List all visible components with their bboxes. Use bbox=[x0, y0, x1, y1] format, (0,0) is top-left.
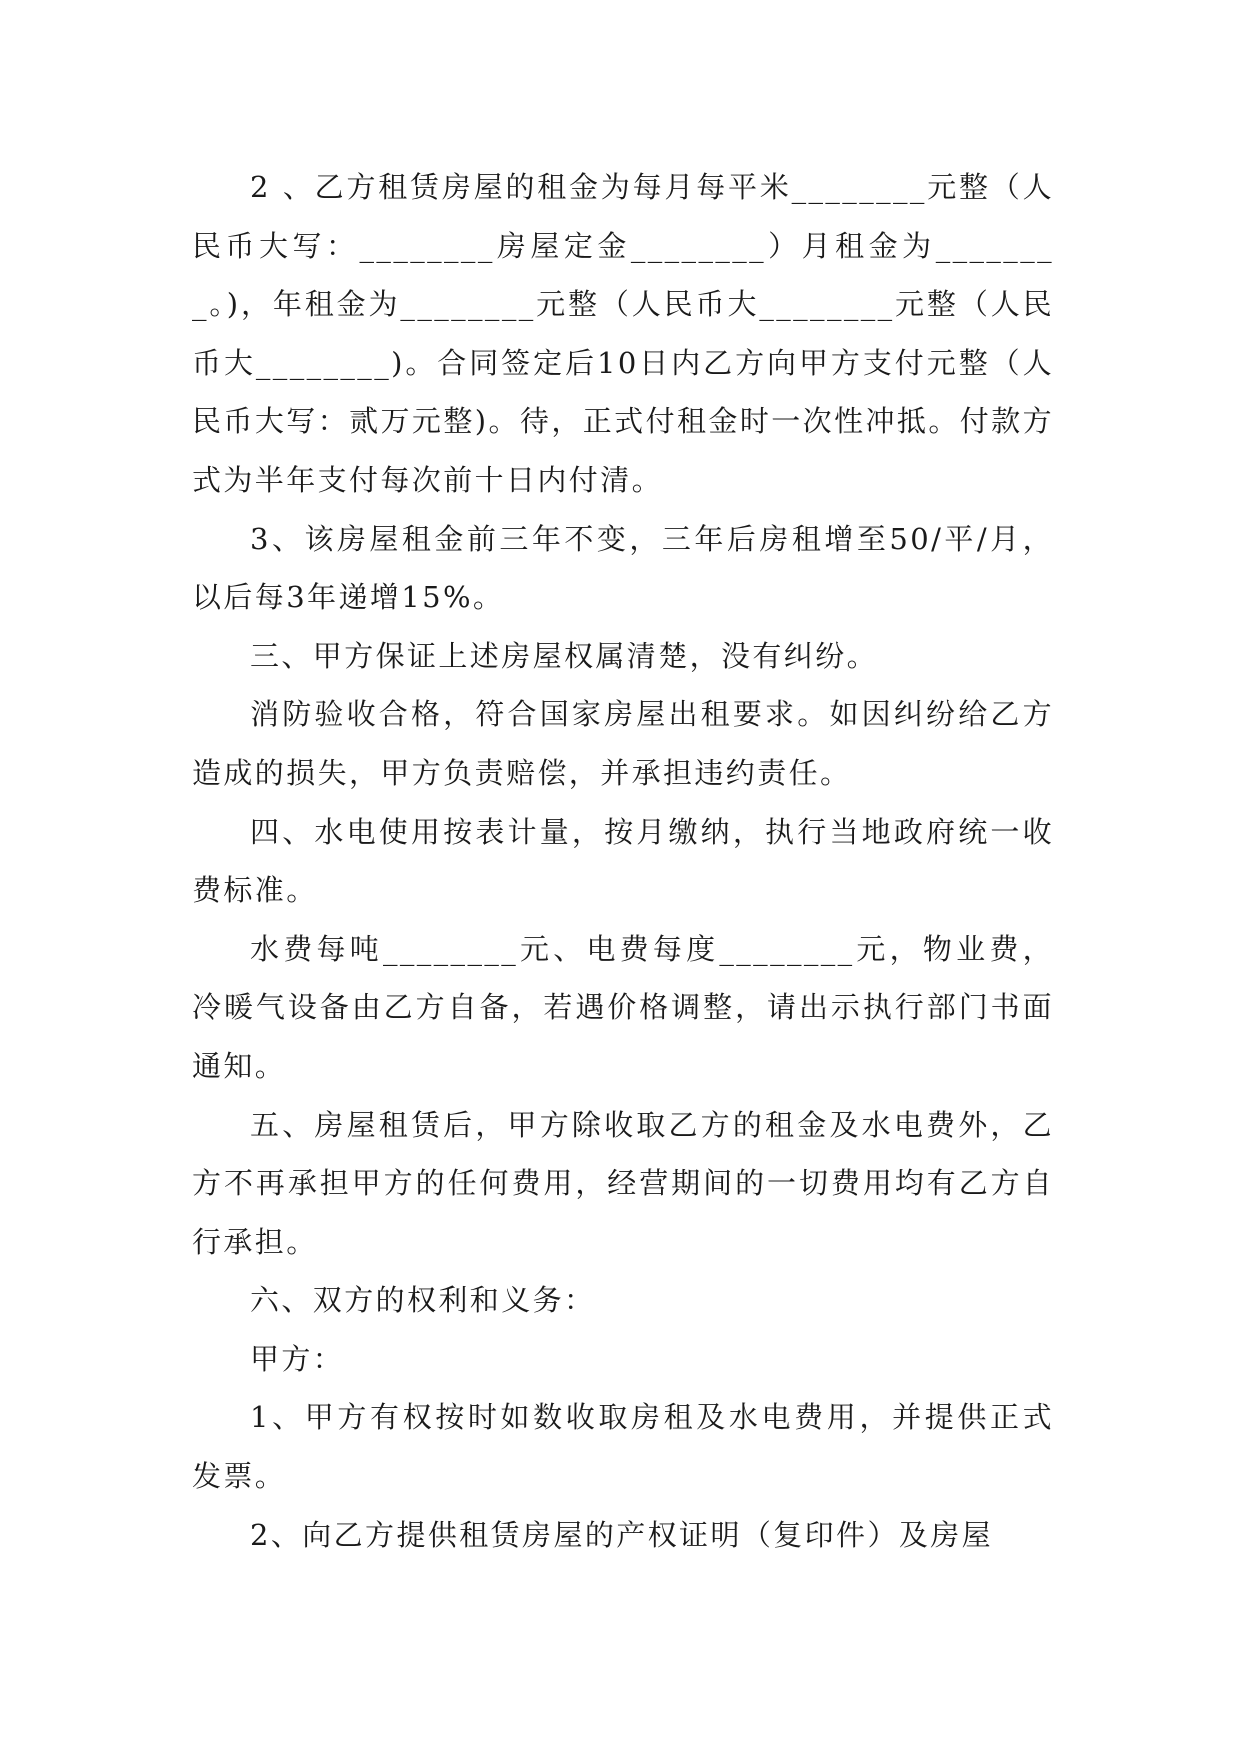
paragraph-rent-increase: 3、该房屋租金前三年不变，三年后房租增至50/平/月，以后每3年递增15%。 bbox=[192, 521, 1054, 615]
paragraph-title-rights: 六、双方的权利和义务： bbox=[250, 1283, 596, 1318]
paragraph-utility-fees: 水费每吨________元、电费每度________元，物业费，冷暖气设备由乙方自备，若遇价格调整，请出示执行部门书面通知。 bbox=[192, 931, 1054, 1083]
document-body bbox=[192, 158, 1054, 1564]
paragraph-fire-inspection: 消防验收合格，符合国家房屋出租要求。如因纠纷给乙方造成的损失，甲方负责赔偿，并承担违约责任。 bbox=[192, 697, 1054, 790]
paragraph-title-guarantee: 三、甲方保证上述房屋权属清楚，没有纠纷。 bbox=[250, 638, 879, 673]
paragraph-party-a-item-1: 1、甲方有权按时如数收取房租及水电费用，并提供正式发票。 bbox=[192, 1400, 1054, 1494]
paragraph-title-costs: 五、房屋租赁后，甲方除收取乙方的租金及水电费外，乙方不再承担甲方的任何费用，经营期间的一切费用均有乙方自行承担。 bbox=[192, 1107, 1054, 1259]
paragraph-party-a: 甲方： bbox=[250, 1341, 345, 1376]
paragraph-party-a-item-2: 2、向乙方提供租赁房屋的产权证明（复印件）及房屋 bbox=[250, 1517, 994, 1552]
paragraph-rent-terms: 2 、乙方租赁房屋的租金为每月每平米________元整（人民币大写：________房屋定金________）月租金为________。)，年租金为________元整（人民币大________元整（人民币大________)。合同签定后10日内乙方向甲方支付元整（人民币大写：贰万元整)。待，正式付租金时一次性冲抵。付款方式为半年支付每次前十日内付清。 bbox=[192, 170, 1054, 497]
paragraph-title-utilities: 四、水电使用按表计量，按月缴纳，执行当地政府统一收费标准。 bbox=[192, 814, 1054, 908]
